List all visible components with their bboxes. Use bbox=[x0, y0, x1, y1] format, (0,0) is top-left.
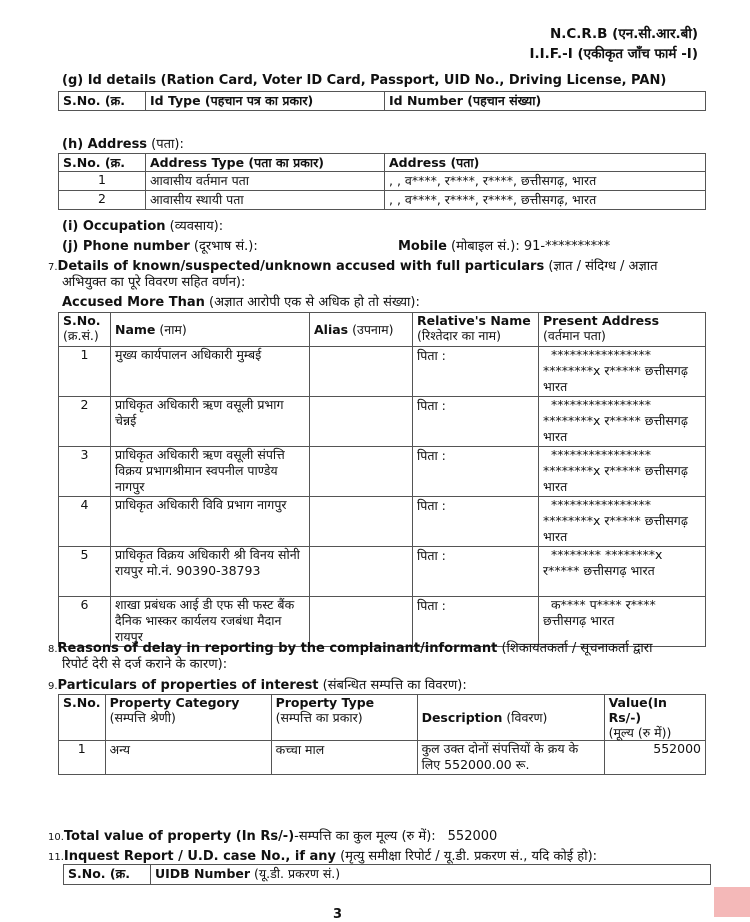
accused-alias bbox=[310, 447, 413, 497]
property-description: कुल उक्त दोनों संपत्तियों के क्रय के लिए 552000.00 रू. bbox=[417, 741, 604, 775]
property-col-description: Description (विवरण) bbox=[417, 695, 604, 741]
table-row bbox=[59, 172, 706, 191]
accused-sno: 2 bbox=[59, 397, 111, 447]
phone-label: (j) Phone number (दूरभाष सं.): bbox=[62, 239, 258, 254]
accused-name: मुख्य कार्यपालन अधिकारी मुम्बई bbox=[111, 347, 310, 397]
table-row bbox=[59, 497, 706, 547]
id-details-table bbox=[58, 91, 706, 111]
accused-alias bbox=[310, 497, 413, 547]
table-row bbox=[59, 547, 706, 597]
accused-address: **************** ********x र***** छत्तीसगढ़ भारत bbox=[539, 347, 706, 397]
property-category: अन्य bbox=[105, 741, 271, 775]
table-row bbox=[59, 397, 706, 447]
address-col-type: Address Type (पता का प्रकार) bbox=[146, 154, 385, 172]
address-sno: 1 bbox=[59, 172, 146, 191]
accused-sno: 4 bbox=[59, 497, 111, 547]
property-value: 552000 bbox=[604, 741, 705, 775]
inquest-table bbox=[63, 864, 711, 885]
inquest-heading: 11.Inquest Report / U.D. case No., if any (मृत्यु समीक्षा रिपोर्ट / यू.डी. प्रकरण सं., यदि कोई हो): bbox=[48, 849, 598, 864]
accused-alias bbox=[310, 547, 413, 597]
accused-relative: पिता : bbox=[413, 347, 539, 397]
accused-relative: पिता : bbox=[413, 547, 539, 597]
form-title: I.I.F.-I (एकीकृत जाँच फार्म -I) bbox=[529, 46, 698, 62]
accused-name: प्राधिकृत विक्रय अधिकारी श्री विनय सोनी रायपुर मो.नं. 90390-38793 bbox=[111, 547, 310, 597]
table-row bbox=[59, 741, 706, 775]
accused-relative: पिता : bbox=[413, 397, 539, 447]
property-col-value: Value(In Rs/-) (मूल्य (रु में)) bbox=[604, 695, 705, 741]
accused-heading: 7.Details of known/suspected/unknown accused with full particulars (ज्ञात / संदिग्ध / अज्ञात bbox=[48, 259, 658, 274]
accused-address: **************** ********x र***** छत्तीसगढ़ भारत bbox=[539, 397, 706, 447]
address-type: आवासीय स्थायी पता bbox=[146, 191, 385, 210]
accused-relative: पिता : bbox=[413, 497, 539, 547]
accused-col-alias: Alias (उपनाम) bbox=[310, 313, 413, 347]
address-sno: 2 bbox=[59, 191, 146, 210]
total-value-label: 10.Total value of property (In Rs/-)-सम्पत्ति का कुल मूल्य (रु में): 552000 bbox=[48, 829, 498, 844]
address-type: आवासीय वर्तमान पता bbox=[146, 172, 385, 191]
corner-mark bbox=[714, 887, 750, 917]
address-table bbox=[58, 153, 706, 210]
accused-sno: 5 bbox=[59, 547, 111, 597]
property-col-type: Property Type (सम्पत्ति का प्रकार) bbox=[271, 695, 417, 741]
accused-col-relative: Relative's Name (रिश्तेदार का नाम) bbox=[413, 313, 539, 347]
table-row bbox=[59, 347, 706, 397]
accused-col-sno: S.No. (क्र.सं.) bbox=[59, 313, 111, 347]
accused-relative: पिता : bbox=[413, 447, 539, 497]
page-number: 3 bbox=[333, 907, 343, 922]
accused-name: शाखा प्रबंधक आई डी एफ सी फस्ट बैंक दैनिक भास्कर कार्यलय रजबंधा मैदान रायपुर bbox=[111, 597, 310, 647]
accused-relative: पिता : bbox=[413, 597, 539, 647]
accused-col-address: Present Address (वर्तमान पता) bbox=[539, 313, 706, 347]
property-heading: 9.Particulars of properties of interest (संबन्धित सम्पत्ति का विवरण): bbox=[48, 678, 467, 693]
form-agency-title: N.C.R.B (एन.सी.आर.बी) bbox=[549, 26, 698, 42]
id-col-sno: S.No. (क्र. bbox=[59, 92, 146, 111]
accused-name: प्राधिकृत अधिकारी विवि प्रभाग नागपुर bbox=[111, 497, 310, 547]
delay-heading: 8.Reasons of delay in reporting by the complainant/informant (शिकायतकर्ता / सूचनाकर्ता द्वारा bbox=[48, 641, 653, 656]
id-details-heading: (g) Id details (Ration Card, Voter ID Card, Passport, UID No., Driving License, PAN) bbox=[62, 73, 667, 88]
accused-heading-line2: अभियुक्त का पूरे विवरण सहित वर्णन): bbox=[62, 275, 246, 290]
accused-table bbox=[58, 312, 706, 647]
address-value: , , व****, र****, र****, छत्तीसगढ़, भारत bbox=[385, 191, 706, 210]
property-col-sno: S.No. bbox=[59, 695, 106, 741]
accused-address: **************** ********x र***** छत्तीसगढ़ भारत bbox=[539, 447, 706, 497]
delay-heading-line2: रिपोर्ट देरी से दर्ज कराने के कारण): bbox=[62, 657, 228, 672]
total-value: 552000 bbox=[447, 829, 498, 844]
property-col-category: Property Category (सम्पत्ति श्रेणी) bbox=[105, 695, 271, 741]
accused-alias bbox=[310, 347, 413, 397]
table-row bbox=[59, 191, 706, 210]
accused-sno: 3 bbox=[59, 447, 111, 497]
accused-address: **************** ********x र***** छत्तीसगढ़ भारत bbox=[539, 497, 706, 547]
accused-alias bbox=[310, 397, 413, 447]
property-table bbox=[58, 694, 706, 775]
occupation-label: (i) Occupation (व्यवसाय): bbox=[62, 219, 224, 234]
table-row bbox=[59, 447, 706, 497]
address-value: , , व****, र****, र****, छत्तीसगढ़, भारत bbox=[385, 172, 706, 191]
accused-more-than: Accused More Than (अज्ञात आरोपी एक से अधिक हो तो संख्या): bbox=[62, 295, 420, 310]
accused-sno: 6 bbox=[59, 597, 111, 647]
inquest-col-uidb: UIDB Number (यू.डी. प्रकरण सं.) bbox=[151, 865, 711, 885]
property-type: कच्चा माल bbox=[271, 741, 417, 775]
accused-address: ******** ********x र***** छत्तीसगढ़ भारत bbox=[539, 547, 706, 597]
mobile-label: Mobile (मोबाइल सं.): 91-********** bbox=[398, 239, 611, 254]
inquest-col-sno: S.No. (क्र. bbox=[64, 865, 151, 885]
address-col-address: Address (पता) bbox=[385, 154, 706, 172]
accused-col-name: Name (नाम) bbox=[111, 313, 310, 347]
accused-sno: 1 bbox=[59, 347, 111, 397]
accused-name: प्राधिकृत अधिकारी ऋण वसूली संपत्ति विक्रय प्रभागश्रीमान स्वपनील पाण्डेय नागपुर bbox=[111, 447, 310, 497]
address-col-sno: S.No. (क्र. bbox=[59, 154, 146, 172]
property-sno: 1 bbox=[59, 741, 106, 775]
address-heading: (h) Address (पता): bbox=[62, 137, 184, 152]
accused-name: प्राधिकृत अधिकारी ऋण वसूली प्रभाग चेन्नई bbox=[111, 397, 310, 447]
accused-address: क**** प**** र**** छत्तीसगढ़ भारत bbox=[539, 597, 706, 647]
id-col-type: Id Type (पहचान पत्र का प्रकार) bbox=[146, 92, 385, 111]
id-col-number: Id Number (पहचान संख्या) bbox=[385, 92, 706, 111]
